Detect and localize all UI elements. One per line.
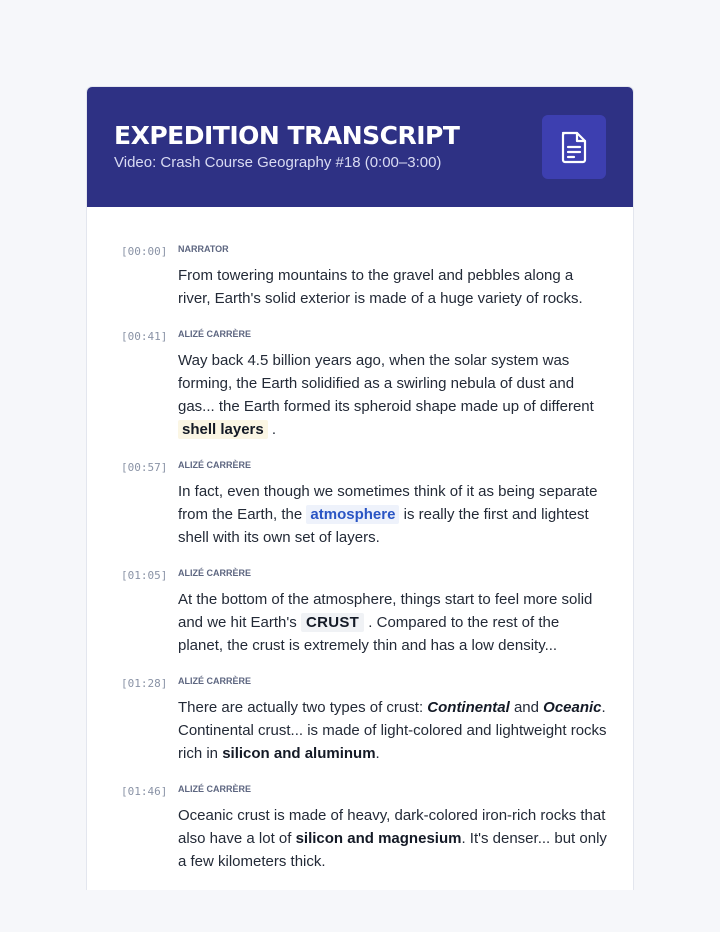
speaker-label: NARRATOR <box>178 244 229 254</box>
speaker-label: ALIZÉ CARRÈRE <box>178 784 252 794</box>
key-term-shell-layers: shell layers <box>178 420 268 439</box>
entry-text: At the bottom of the atmosphere, things start to feel more solid and we hit Earth's CRUST . Compared to the rest of the planet, the crust is extremely thin and has a low density... <box>178 591 593 654</box>
speaker-label: ALIZÉ CARRÈRE <box>178 676 252 686</box>
key-term-crust: CRUST <box>301 613 364 632</box>
term-oceanic: Oceanic <box>543 699 602 716</box>
speaker-label: ALIZÉ CARRÈRE <box>178 460 252 470</box>
transcript-card <box>86 86 634 890</box>
transcript-entry <box>87 784 633 890</box>
video-subtitle: Video: Crash Course Geography #18 (0:00–3:00) <box>114 154 442 171</box>
entry-text: In fact, even though we sometimes think of it as being separate from the Earth, the atmosphere is really the first and lightest shell with its own set of layers. <box>178 483 598 546</box>
transcript-header <box>87 87 633 207</box>
term-silicon-magnesium: silicon and magnesium <box>295 830 462 847</box>
timestamp[interactable]: [01:28] <box>121 677 168 690</box>
term-silicon-aluminum: silicon and aluminum <box>222 745 376 762</box>
speaker-label: ALIZÉ CARRÈRE <box>178 568 252 578</box>
transcript-entries <box>87 207 633 890</box>
timestamp[interactable]: [01:46] <box>121 785 168 798</box>
term-continental: Continental <box>427 699 510 716</box>
entry-text: Way back 4.5 billion years ago, when the solar system was forming, the Earth solidified as a swirling nebula of dust and gas... the Earth formed its spheroid shape made up of different shell layers . <box>178 352 594 438</box>
document-icon <box>542 115 606 179</box>
entry-text: There are actually two types of crust: Continental and Oceanic. Continental crust... is made of light-colored and lightweight rocks rich in silicon and aluminum. <box>178 699 607 762</box>
key-term-atmosphere: atmosphere <box>306 505 399 524</box>
transcript-entry <box>87 329 633 460</box>
transcript-entry <box>87 244 633 329</box>
transcript-entry <box>87 568 633 676</box>
timestamp[interactable]: [00:41] <box>121 330 168 343</box>
timestamp[interactable]: [01:05] <box>121 569 168 582</box>
entry-text: Oceanic crust is made of heavy, dark-colored iron-rich rocks that also have a lot of silicon and magnesium. It's denser... but only a few kilometers thick. <box>178 807 607 870</box>
timestamp[interactable]: [00:57] <box>121 461 168 474</box>
page-title: EXPEDITION TRANSCRIPT <box>114 121 460 150</box>
transcript-entry <box>87 460 633 568</box>
timestamp[interactable]: [00:00] <box>121 245 168 258</box>
transcript-entry <box>87 676 633 784</box>
speaker-label: ALIZÉ CARRÈRE <box>178 329 252 339</box>
entry-text: From towering mountains to the gravel and pebbles along a river, Earth's solid exterior is made of a huge variety of rocks. <box>178 267 583 307</box>
